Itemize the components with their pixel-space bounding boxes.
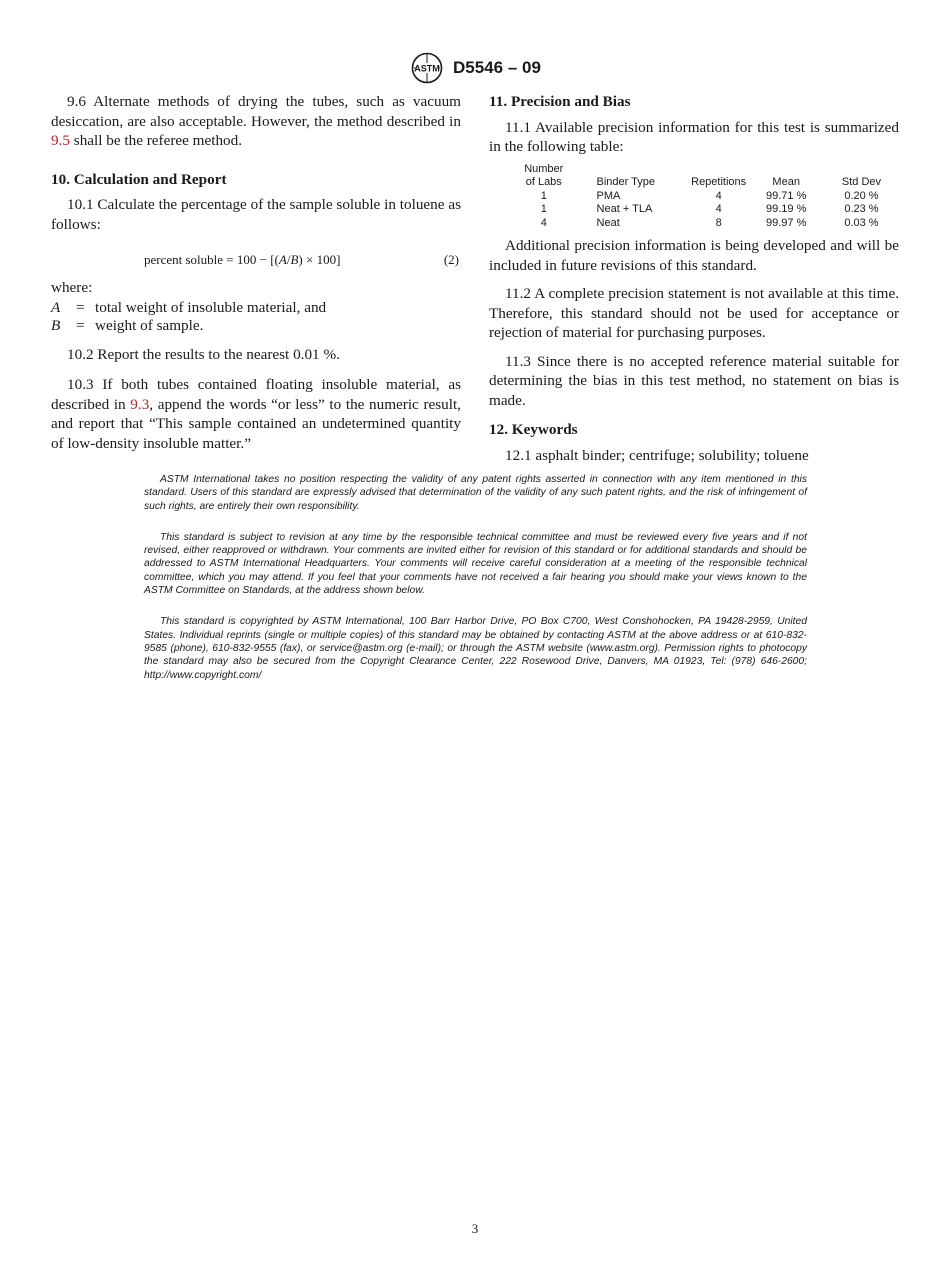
where-label: where: <box>51 279 93 296</box>
document-number: D5546 – 09 <box>453 58 541 77</box>
table-row: 1 PMA 4 99.71 % 0.20 % <box>540 189 879 202</box>
notice-revision: This standard is subject to revision at any time by the responsible technical committee and must be reviewed every five years and if not revised, either reapproved or withdrawn. Your comments are invited either for revision of this standard or for additional standards and should be addressed to ASTM International Headquarters. Your comments will receive careful consideration at a meeting of the responsible technical committee, which you may attend. If you feel that your comments have not received a fair hearing you should make your views known to the ASTM Committee on Standards, at the address shown below. <box>144 531 807 597</box>
where-item: A = total weight of insoluble material, and <box>51 298 327 316</box>
paragraph-10-2: 10.2 Report the results to the nearest 0.01 %. <box>67 345 340 363</box>
col-header-sd: Std Dev <box>841 176 882 188</box>
paragraph-11-1: 11.1 Available precision information for this test is summarized in the following table: <box>489 118 899 155</box>
ref-link-9-3[interactable]: 9.3 <box>130 395 150 413</box>
equation-formula: percent soluble = 100 − [(A/B) × 100] <box>144 252 341 267</box>
logo-text: ASTM <box>414 63 440 74</box>
precision-table <box>511 163 899 231</box>
astm-logo <box>408 52 446 84</box>
ref-link-9-5[interactable]: 9.5 <box>51 132 70 149</box>
paragraph-10-3: 10.3 If both tubes contained floating insoluble material, as described in 9.3, append the words “or less” to the numeric result, and report that “This sample contained an undetermined quantity of low-density insoluble matter.” <box>51 376 461 452</box>
notice-copyright: This standard is copyrighted by ASTM International, 100 Barr Harbor Drive, PO Box C700, West Conshohocken, PA 19428-2959, United States. Individual reprints (single or multiple copies) of this standard may be obtained by contacting ASTM at the above address or at 610-832-9585 (phone), 610-832-9555 (fax), or service@astm.org (e-mail); or through the ASTM website (www.astm.org). Permission rights to photocopy the standard may also be secured from the Copyright Clearance Center, 222 Rosewood Drive, Danvers, MA 01923, Tel: (978) 646-2600; http://www.copyright.com/ <box>144 616 807 681</box>
col-header-binder: Binder Type <box>596 176 656 188</box>
table-header-row <box>511 163 899 190</box>
paragraph-additional-precision: Additional precision information is being developed and will be included in future revisions of this standard. <box>489 237 899 274</box>
page-header <box>0 52 950 86</box>
left-column <box>51 92 461 453</box>
section-12-heading: 12. Keywords <box>489 421 578 438</box>
col-header-reps: Repetitions <box>691 176 747 188</box>
table-row: 1 Neat + TLA 4 99.19 % 0.23 % <box>540 203 879 215</box>
where-item: B = weight of sample. <box>51 316 204 334</box>
col-header-mean: Mean <box>772 176 800 188</box>
notice-patent: ASTM International takes no position respecting the validity of any patent rights asserted in connection with any item mentioned in this standard. Users of this standard are expressly advised that determination of the validity of any such patent rights, and the risk of infringement of such rights, are entirely their own responsibility. <box>144 474 807 512</box>
paragraph-9-6: 9.6 Alternate methods of drying the tubes, such as vacuum desiccation, are also acceptable. However, the method described in 9.5 shall be the referee method. <box>51 93 461 149</box>
table-row: 4 Neat 8 99.97 % 0.03 % <box>540 216 879 229</box>
section-11-heading: 11. Precision and Bias <box>489 93 631 110</box>
paragraph-12-1: 12.1 asphalt binder; centrifuge; solubility; toluene <box>505 446 809 464</box>
paragraph-11-3: 11.3 Since there is no accepted reference material suitable for determining the bias in this test method, no statement on bias is made. <box>489 352 899 409</box>
paragraph-11-2: 11.2 A complete precision statement is not available at this time. Therefore, this standard should not be used for acceptance or rejection of material for purchasing purposes. <box>489 285 899 341</box>
legal-notices <box>144 473 807 700</box>
col-header-labs: Number of Labs <box>524 162 564 188</box>
right-column <box>489 92 899 465</box>
section-10-heading: 10. Calculation and Report <box>51 170 227 188</box>
equation-number: (2) <box>443 252 459 267</box>
paragraph-10-1: 10.1 Calculate the percentage of the sample soluble in toluene as follows: <box>51 196 461 233</box>
page-number: 3 <box>471 1221 479 1236</box>
equation-2 <box>51 248 461 270</box>
